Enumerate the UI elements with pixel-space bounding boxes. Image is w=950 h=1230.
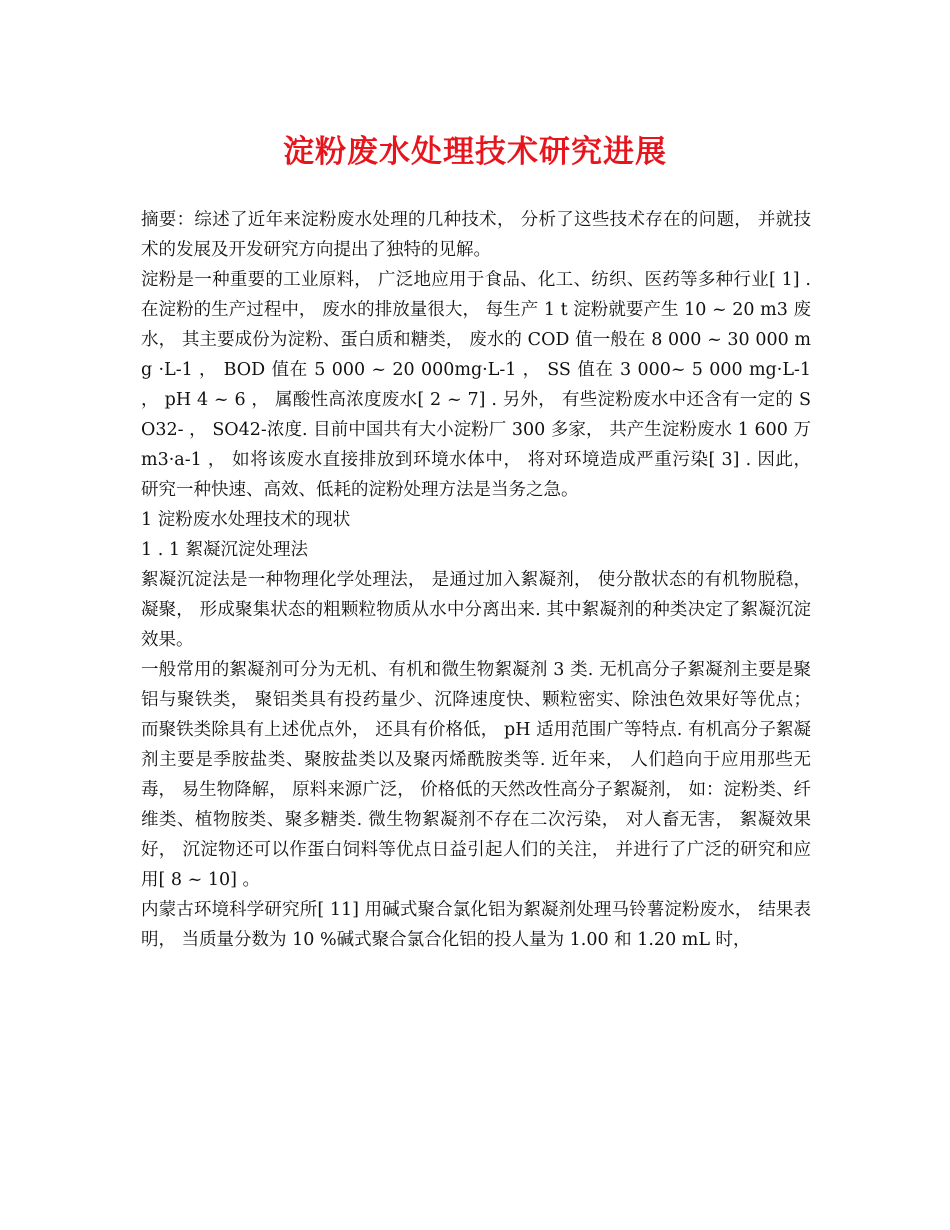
intro-paragraph: 淀粉是一种重要的工业原料， 广泛地应用于食品、化工、纺织、医药等多种行业[ 1] . 在淀粉的生产过程中， 废水的排放量很大， 每生产 1 t 淀粉就要产生 10 ~ 20 m3 废水， 其主要成份为淀粉、蛋白质和糖类， 废水的 COD 值一般在 8 000 ~ 30 000 mg ·L-1 ， BOD 值在 5 000 ~ 20 000mg·L-1 ， SS 值在 3 000~ 5 000 mg·L-1 ， pH 4 ~ 6 ， 属酸性高浓度废水[ 2 ~ 7] . 另外， 有些淀粉废水中还含有一定的 SO32- ， SO42-浓度. 目前中国共有大小淀粉厂 300 多家， 共产生淀粉废水 1 600 万 m3·a-1 ， 如将该废水直接排放到环境水体中， 将对环境造成严重污染[ 3] . 因此， 研究一种快速、高效、低耗的淀粉处理方法是当务之急。 xyxy=(141,270,811,500)
abstract-paragraph: 摘要：综述了近年来淀粉废水处理的几种技术， 分析了这些技术存在的问题， 并就技术的发展及开发研究方向提出了独特的见解。 xyxy=(141,210,811,260)
body-paragraph: 一般常用的絮凝剂可分为无机、有机和微生物絮凝剂 3 类. 无机高分子絮凝剂主要是聚铝与聚铁类， 聚铝类具有投药量少、沉降速度快、颗粒密实、除浊色效果好等优点；而聚铁类除具有上述优点外， 还具有价格低， pH 适用范围广等特点. 有机高分子絮凝剂主要是季胺盐类、聚胺盐类以及聚丙烯酰胺类等. 近年来， 人们趋向于应用那些无毒， 易生物降解， 原料来源广泛， 价格低的天然改性高分子絮凝剂， 如：淀粉类、纤维类、植物胺类、聚多糖类. 微生物絮凝剂不存在二次污染， 对人畜无害， 絮凝效果好， 沉淀物还可以作蛋白饲料等优点日益引起人们的关注， 并进行了广泛的研究和应用[ 8 ~ 10] 。 xyxy=(141,660,811,890)
subsection-heading: 1 . 1 絮凝沉淀处理法 xyxy=(141,540,309,560)
document-title: 淀粉废水处理技术研究进展 xyxy=(283,134,667,170)
body-paragraph: 内蒙古环境科学研究所[ 11] 用碱式聚合氯化铝为絮凝剂处理马铃薯淀粉废水， 结果表明， 当质量分数为 10 %碱式聚合氯合化铝的投人量为 1.00 和 1.20 mL 时， xyxy=(141,900,811,950)
body-paragraph: 絮凝沉淀法是一种物理化学处理法， 是通过加入絮凝剂， 使分散状态的有机物脱稳， 凝聚， 形成聚集状态的粗颗粒物质从水中分离出来. 其中絮凝剂的种类决定了絮凝沉淀效果。 xyxy=(141,570,811,650)
section-heading: 1 淀粉废水处理技术的现状 xyxy=(141,510,351,530)
document-body xyxy=(141,205,811,955)
